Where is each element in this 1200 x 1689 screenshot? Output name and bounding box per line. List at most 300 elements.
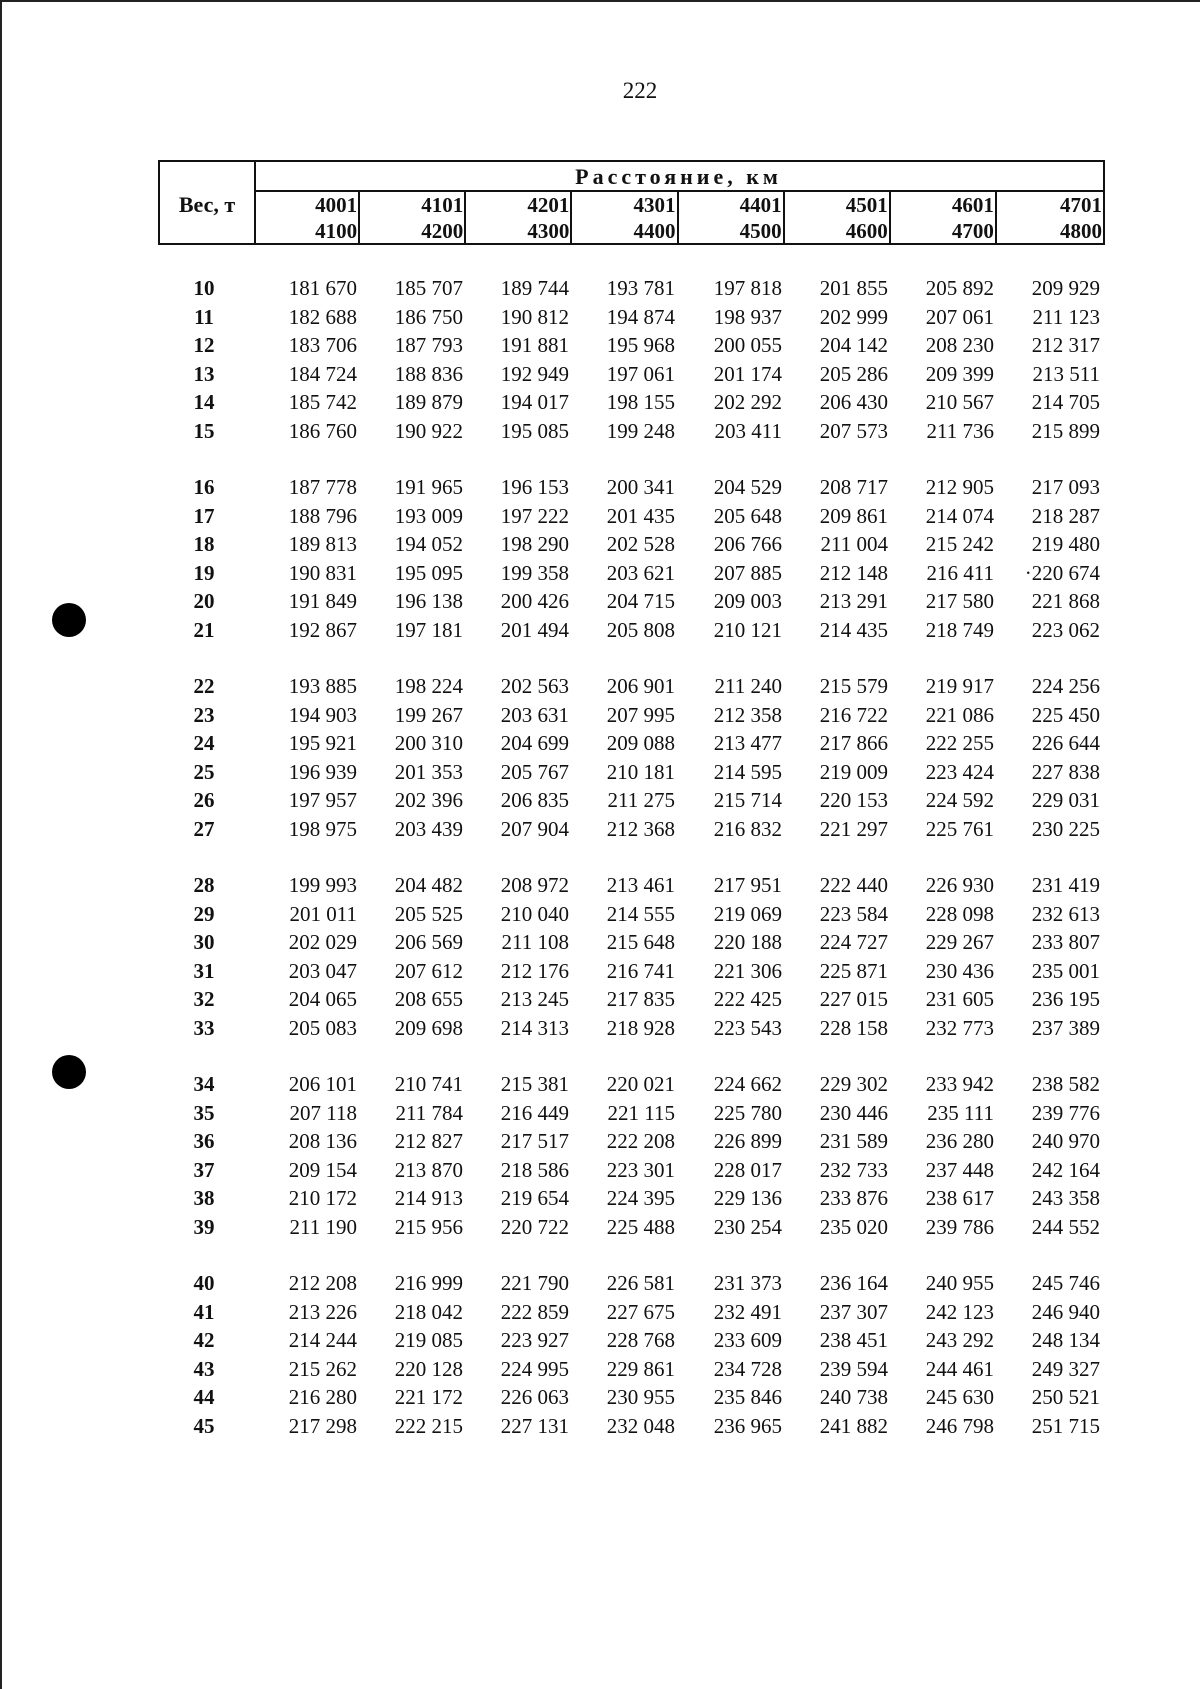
value-cell: 200 426	[500, 589, 569, 613]
value-cell: 228 098	[925, 901, 994, 926]
value-cell: 220 722	[500, 1214, 569, 1239]
value-cell: 201 353	[394, 759, 463, 784]
value-cell: 209 929	[1031, 276, 1100, 300]
value-cell: 242 123	[925, 1299, 994, 1324]
value-cell: 212 358	[713, 702, 782, 727]
table-row	[0, 985, 1200, 1013]
value-cell: 222 440	[819, 873, 888, 897]
value-cell: 233 609	[713, 1328, 782, 1352]
value-cell: 207 612	[394, 958, 463, 983]
weight-cell: 41	[193, 1299, 215, 1324]
value-cell: 189 879	[394, 390, 463, 414]
value-cell: 204 529	[713, 475, 782, 499]
value-cell: 198 155	[606, 390, 675, 414]
value-cell: 183 706	[288, 333, 357, 357]
range-from: 4601	[951, 193, 994, 217]
value-cell: 216 280	[288, 1385, 357, 1409]
value-cell: 201 855	[819, 276, 888, 300]
value-cell: 220 153	[819, 788, 888, 812]
value-cell: 208 717	[819, 475, 888, 499]
range-to: 4700	[951, 219, 994, 243]
value-cell: 211 190	[289, 1214, 357, 1239]
value-cell: 210 121	[713, 617, 782, 642]
value-cell: 209 154	[288, 1157, 357, 1182]
value-cell: 181 670	[288, 276, 357, 300]
value-cell: 241 882	[819, 1413, 888, 1438]
value-cell: 211 240	[714, 674, 782, 698]
value-cell: 206 766	[713, 532, 782, 556]
value-cell: 185 742	[288, 390, 357, 414]
value-cell: 221 790	[500, 1271, 569, 1295]
value-cell: 224 592	[925, 788, 994, 812]
value-cell: 212 368	[606, 816, 675, 841]
range-to: 4600	[845, 219, 888, 243]
value-cell: 236 164	[819, 1271, 888, 1295]
value-cell: 221 172	[394, 1385, 463, 1409]
value-cell: 205 525	[394, 901, 463, 926]
punch-hole	[52, 603, 86, 637]
value-cell: 227 015	[819, 987, 888, 1011]
weight-cell: 16	[193, 475, 215, 499]
value-cell: 223 584	[819, 901, 888, 926]
value-cell: 184 724	[288, 361, 357, 386]
value-cell: 212 148	[819, 560, 888, 585]
value-cell: 203 621	[606, 560, 675, 585]
value-cell: 236 280	[925, 1129, 994, 1153]
value-cell: 222 255	[925, 731, 994, 755]
value-cell: 214 595	[713, 759, 782, 784]
value-cell: 238 451	[819, 1328, 888, 1352]
value-cell: 239 786	[925, 1214, 994, 1239]
value-cell: 217 835	[606, 987, 675, 1011]
table-row	[0, 1127, 1200, 1155]
weight-cell: 42	[193, 1328, 215, 1352]
weight-cell: 37	[193, 1157, 215, 1182]
value-cell: 228 768	[606, 1328, 675, 1352]
value-cell: 215 381	[500, 1072, 569, 1096]
value-cell: 213 291	[819, 589, 888, 613]
value-cell: 189 813	[288, 532, 357, 556]
value-cell: 239 776	[1031, 1100, 1100, 1125]
value-cell: 203 047	[288, 958, 357, 983]
value-cell: 211 736	[926, 418, 994, 443]
value-cell: 207 118	[289, 1100, 357, 1125]
value-cell: 214 313	[500, 1015, 569, 1040]
value-cell: 205 083	[288, 1015, 357, 1040]
value-cell: 223 543	[713, 1015, 782, 1040]
table-row	[0, 616, 1200, 644]
value-cell: 197 222	[500, 503, 569, 528]
value-cell: 238 582	[1031, 1072, 1100, 1096]
table-row	[0, 701, 1200, 729]
value-cell: 235 846	[713, 1385, 782, 1409]
value-cell: 203 411	[714, 418, 782, 443]
value-cell: 204 715	[606, 589, 675, 613]
value-cell: 222 859	[500, 1299, 569, 1324]
value-cell: 228 017	[713, 1157, 782, 1182]
value-cell: 204 699	[500, 731, 569, 755]
value-cell: 242 164	[1031, 1157, 1100, 1182]
value-cell: 206 430	[819, 390, 888, 414]
weight-cell: 13	[193, 361, 215, 386]
value-cell: 197 957	[288, 788, 357, 812]
weight-cell: 30	[193, 930, 215, 954]
value-cell: 213 226	[288, 1299, 357, 1324]
weight-cell: 20	[193, 589, 215, 613]
value-cell: 220 021	[606, 1072, 675, 1096]
value-cell: 197 181	[394, 617, 463, 642]
value-cell: 244 461	[925, 1356, 994, 1381]
value-cell: 212 827	[394, 1129, 463, 1153]
value-cell: 222 208	[606, 1129, 675, 1153]
range-from: 4101	[421, 193, 464, 217]
distance-title-text: Расстояние, км	[575, 164, 782, 189]
value-cell: 217 866	[819, 731, 888, 755]
value-cell: 201 011	[289, 901, 357, 926]
weight-cell: 11	[194, 304, 214, 329]
value-cell: 190 831	[288, 560, 357, 585]
value-cell: 210 567	[925, 390, 994, 414]
distance-range-header	[360, 192, 466, 244]
value-cell: 207 995	[606, 702, 675, 727]
range-to: 4500	[739, 219, 782, 243]
value-cell: 187 778	[288, 475, 357, 499]
value-cell: 208 230	[925, 333, 994, 357]
value-cell: 237 448	[925, 1157, 994, 1182]
value-cell: 240 955	[925, 1271, 994, 1295]
value-cell: 191 881	[500, 333, 569, 357]
value-cell: 223 927	[500, 1328, 569, 1352]
table-row	[0, 1412, 1200, 1440]
value-cell: 212 317	[1031, 333, 1100, 357]
value-cell: 217 093	[1031, 475, 1100, 499]
value-cell: 224 256	[1031, 674, 1100, 698]
value-cell: 215 648	[606, 930, 675, 954]
value-cell: 211 004	[820, 532, 888, 556]
value-cell: 212 176	[500, 958, 569, 983]
value-cell: 209 698	[394, 1015, 463, 1040]
value-cell: 195 095	[394, 560, 463, 585]
value-cell: 208 972	[500, 873, 569, 897]
value-cell: 188 836	[394, 361, 463, 386]
weight-cell: 26	[193, 788, 215, 812]
value-cell: 191 849	[288, 589, 357, 613]
value-cell: 210 172	[288, 1186, 357, 1210]
value-cell: 219 654	[500, 1186, 569, 1210]
value-cell: 202 528	[606, 532, 675, 556]
table-row	[0, 1383, 1200, 1411]
weight-cell: 15	[193, 418, 215, 443]
weight-cell: 39	[193, 1214, 215, 1239]
table-row	[0, 672, 1200, 700]
weight-cell: 29	[193, 901, 215, 926]
weight-cell: 43	[193, 1356, 215, 1381]
value-cell: 237 307	[819, 1299, 888, 1324]
value-cell: 194 874	[606, 304, 675, 329]
value-cell: 192 949	[500, 361, 569, 386]
punch-hole	[52, 1055, 86, 1089]
value-cell: 243 358	[1031, 1186, 1100, 1210]
value-cell: 213 477	[713, 731, 782, 755]
table-row	[0, 786, 1200, 814]
value-cell: 209 088	[606, 731, 675, 755]
value-cell: 199 248	[606, 418, 675, 443]
value-cell: 204 065	[288, 987, 357, 1011]
value-cell: 230 436	[925, 958, 994, 983]
value-cell: 222 215	[394, 1413, 463, 1438]
value-cell: 230 446	[819, 1100, 888, 1125]
value-cell: 208 655	[394, 987, 463, 1011]
value-cell: 219 085	[394, 1328, 463, 1352]
value-cell: 200 055	[713, 333, 782, 357]
value-cell: 214 705	[1031, 390, 1100, 414]
value-cell: ·220 674	[1024, 560, 1100, 585]
value-cell: 200 341	[606, 475, 675, 499]
value-cell: 206 569	[394, 930, 463, 954]
value-cell: 207 061	[925, 304, 994, 329]
value-cell: 217 298	[288, 1413, 357, 1438]
value-cell: 237 389	[1031, 1015, 1100, 1040]
value-cell: 212 905	[925, 475, 994, 499]
table-row	[0, 274, 1200, 302]
weight-cell: 24	[193, 731, 215, 755]
distance-range-header	[572, 192, 678, 244]
value-cell: 227 131	[500, 1413, 569, 1438]
value-cell: 223 301	[606, 1157, 675, 1182]
value-cell: 194 052	[394, 532, 463, 556]
weight-cell: 45	[193, 1413, 215, 1438]
value-cell: 199 358	[500, 560, 569, 585]
table-row	[0, 1326, 1200, 1354]
weight-cell: 40	[193, 1271, 215, 1295]
value-cell: 228 158	[819, 1015, 888, 1040]
table-row	[0, 587, 1200, 615]
value-cell: 250 521	[1031, 1385, 1100, 1409]
value-cell: 209 861	[819, 503, 888, 528]
value-cell: 202 396	[394, 788, 463, 812]
table-row	[0, 871, 1200, 899]
value-cell: 198 224	[394, 674, 463, 698]
value-cell: 216 999	[394, 1271, 463, 1295]
value-cell: 195 968	[606, 333, 675, 357]
value-cell: 205 648	[713, 503, 782, 528]
value-cell: 211 275	[607, 788, 675, 812]
value-cell: 225 488	[606, 1214, 675, 1239]
value-cell: 245 630	[925, 1385, 994, 1409]
value-cell: 225 450	[1031, 702, 1100, 727]
value-cell: 251 715	[1031, 1413, 1100, 1438]
weight-cell: 18	[193, 532, 215, 556]
value-cell: 222 425	[713, 987, 782, 1011]
value-cell: 215 956	[394, 1214, 463, 1239]
value-cell: 215 714	[713, 788, 782, 812]
table-row	[0, 303, 1200, 331]
value-cell: 186 760	[288, 418, 357, 443]
value-cell: 193 009	[394, 503, 463, 528]
value-cell: 199 993	[288, 873, 357, 897]
value-cell: 211 123	[1032, 304, 1100, 329]
weight-cell: 31	[193, 958, 215, 983]
table-row	[0, 928, 1200, 956]
value-cell: 246 798	[925, 1413, 994, 1438]
value-cell: 202 029	[288, 930, 357, 954]
value-cell: 187 793	[394, 333, 463, 357]
value-cell: 219 069	[713, 901, 782, 926]
value-cell: 201 435	[606, 503, 675, 528]
value-cell: 214 913	[394, 1186, 463, 1210]
value-cell: 225 871	[819, 958, 888, 983]
table-row	[0, 417, 1200, 445]
value-cell: 216 411	[926, 560, 994, 585]
value-cell: 232 773	[925, 1015, 994, 1040]
distance-range-header	[466, 192, 572, 244]
value-cell: 221 306	[713, 958, 782, 983]
value-cell: 216 449	[500, 1100, 569, 1125]
distance-range-header	[997, 192, 1103, 244]
table-row	[0, 815, 1200, 843]
value-cell: 245 746	[1031, 1271, 1100, 1295]
value-cell: 189 744	[500, 276, 569, 300]
value-cell: 216 832	[713, 816, 782, 841]
table-row	[0, 758, 1200, 786]
value-cell: 229 031	[1031, 788, 1100, 812]
value-cell: 193 885	[288, 674, 357, 698]
value-cell: 205 286	[819, 361, 888, 386]
value-cell: 197 061	[606, 361, 675, 386]
value-cell: 193 781	[606, 276, 675, 300]
weight-cell: 23	[193, 702, 215, 727]
value-cell: 202 563	[500, 674, 569, 698]
value-cell: 190 922	[394, 418, 463, 443]
value-cell: 219 480	[1031, 532, 1100, 556]
value-cell: 225 761	[925, 816, 994, 841]
value-cell: 203 631	[500, 702, 569, 727]
distance-range-header	[785, 192, 891, 244]
value-cell: 215 579	[819, 674, 888, 698]
value-cell: 201 494	[500, 617, 569, 642]
value-cell: 232 733	[819, 1157, 888, 1182]
value-cell: 221 868	[1031, 589, 1100, 613]
value-cell: 216 722	[819, 702, 888, 727]
value-cell: 223 062	[1031, 617, 1100, 642]
table-row	[0, 473, 1200, 501]
value-cell: 231 419	[1031, 873, 1100, 897]
value-cell: 225 780	[713, 1100, 782, 1125]
value-cell: 217 517	[500, 1129, 569, 1153]
weight-cell: 36	[193, 1129, 215, 1153]
weight-cell: 21	[193, 617, 215, 642]
value-cell: 236 965	[713, 1413, 782, 1438]
distance-range-header	[254, 192, 360, 244]
range-to: 4200	[421, 219, 464, 243]
value-cell: 211 108	[501, 930, 569, 954]
value-cell: 238 617	[925, 1186, 994, 1210]
value-cell: 210 040	[500, 901, 569, 926]
value-cell: 221 086	[925, 702, 994, 727]
value-cell: 221 115	[607, 1100, 675, 1125]
value-cell: 229 267	[925, 930, 994, 954]
value-cell: 229 302	[819, 1072, 888, 1096]
value-cell: 236 195	[1031, 987, 1100, 1011]
table-row	[0, 1070, 1200, 1098]
table-header	[158, 160, 1105, 245]
value-cell: 211 784	[395, 1100, 463, 1125]
value-cell: 215 262	[288, 1356, 357, 1381]
value-cell: 185 707	[394, 276, 463, 300]
range-from: 4301	[633, 193, 676, 217]
value-cell: 226 581	[606, 1271, 675, 1295]
value-cell: 239 594	[819, 1356, 888, 1381]
value-cell: 231 373	[713, 1271, 782, 1295]
value-cell: 229 861	[606, 1356, 675, 1381]
value-cell: 182 688	[288, 304, 357, 329]
table-row	[0, 1099, 1200, 1127]
value-cell: 188 796	[288, 503, 357, 528]
value-cell: 243 292	[925, 1328, 994, 1352]
value-cell: 194 903	[288, 702, 357, 727]
table-row	[0, 900, 1200, 928]
value-cell: 224 395	[606, 1186, 675, 1210]
value-cell: 229 136	[713, 1186, 782, 1210]
value-cell: 199 267	[394, 702, 463, 727]
value-cell: 218 928	[606, 1015, 675, 1040]
value-cell: 207 573	[819, 418, 888, 443]
value-cell: 240 738	[819, 1385, 888, 1409]
value-cell: 209 399	[925, 361, 994, 386]
value-cell: 214 555	[606, 901, 675, 926]
weight-cell: 10	[193, 276, 215, 300]
value-cell: 246 940	[1031, 1299, 1100, 1324]
value-cell: 223 424	[925, 759, 994, 784]
weight-cell: 14	[193, 390, 215, 414]
value-cell: 197 818	[713, 276, 782, 300]
value-cell: 232 491	[713, 1299, 782, 1324]
table-row	[0, 388, 1200, 416]
value-cell: 202 292	[713, 390, 782, 414]
value-cell: 204 482	[394, 873, 463, 897]
value-cell: 231 589	[819, 1129, 888, 1153]
value-cell: 204 142	[819, 333, 888, 357]
value-cell: 230 225	[1031, 816, 1100, 841]
value-cell: 226 899	[713, 1129, 782, 1153]
table-row	[0, 1156, 1200, 1184]
weight-cell: 25	[193, 759, 215, 784]
value-cell: 226 063	[500, 1385, 569, 1409]
value-cell: 233 942	[925, 1072, 994, 1096]
table-row	[0, 1355, 1200, 1383]
value-cell: 201 174	[713, 361, 782, 386]
value-cell: 214 074	[925, 503, 994, 528]
value-cell: 235 111	[927, 1100, 994, 1125]
value-cell: 218 287	[1031, 503, 1100, 528]
distance-range-header	[891, 192, 997, 244]
value-cell: 218 042	[394, 1299, 463, 1324]
value-cell: 227 838	[1031, 759, 1100, 784]
value-cell: 198 937	[713, 304, 782, 329]
value-cell: 210 181	[606, 759, 675, 784]
table-row	[0, 502, 1200, 530]
value-cell: 198 975	[288, 816, 357, 841]
value-cell: 205 808	[606, 617, 675, 642]
weight-cell: 28	[193, 873, 215, 897]
value-cell: 190 812	[500, 304, 569, 329]
range-from: 4201	[527, 193, 570, 217]
value-cell: 214 435	[819, 617, 888, 642]
range-from: 4001	[315, 193, 358, 217]
value-cell: 226 644	[1031, 731, 1100, 755]
weight-cell: 22	[193, 674, 215, 698]
value-cell: 215 899	[1031, 418, 1100, 443]
